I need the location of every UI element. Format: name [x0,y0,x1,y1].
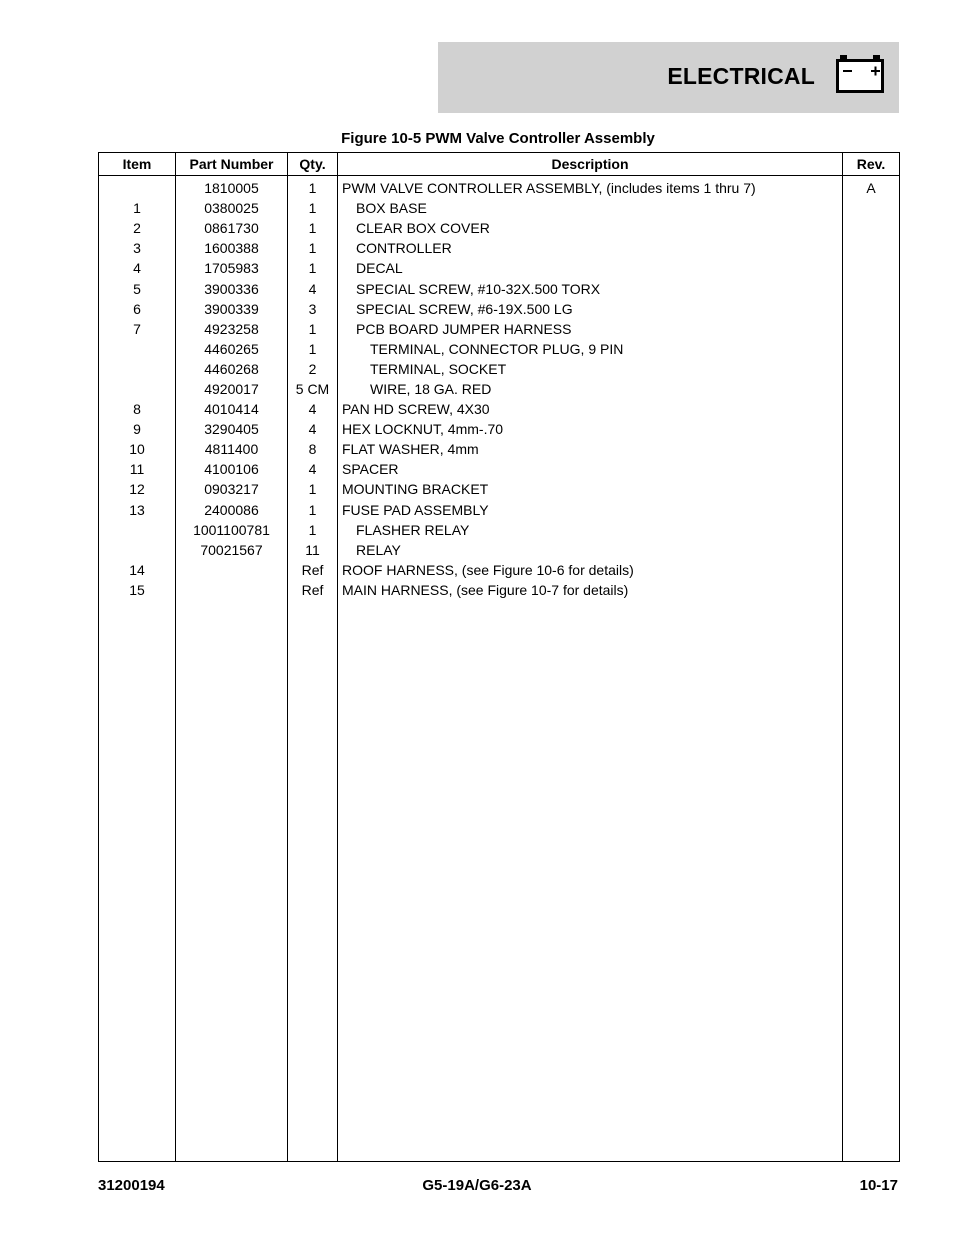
description-text: FLAT WASHER, 4mm [342,441,479,458]
qty-cell: 4 [288,399,338,419]
figure-title: Figure 10-5 PWM Valve Controller Assembly [341,130,655,147]
part-number-cell: 3900339 [176,299,288,319]
qty-cell: 1 [288,258,338,278]
part-number-cell: 4460265 [176,339,288,359]
description-cell [338,560,843,580]
item-cell [99,520,176,540]
part-number-cell: 4460268 [176,359,288,379]
rev-cell [843,540,900,560]
qty-cell: 4 [288,419,338,439]
table-row [99,278,900,298]
table-row [99,218,900,238]
qty-cell: 1 [288,339,338,359]
footer-doc-number: 31200194 [98,1177,165,1194]
rev-cell [843,238,900,258]
table-body [99,176,900,1162]
qty-cell: 1 [288,218,338,238]
table-row [99,258,900,278]
part-number-cell: 1810005 [176,176,288,199]
rev-cell: A [843,176,900,199]
description-cell [338,540,843,560]
description-cell [338,238,843,258]
table-row [99,379,900,399]
part-number-cell: 4923258 [176,319,288,339]
qty-cell: 1 [288,238,338,258]
part-number-cell: 1705983 [176,258,288,278]
rev-cell [843,278,900,298]
item-cell [99,176,176,199]
rev-cell [843,560,900,580]
table-row [99,359,900,379]
description-text: TERMINAL, SOCKET [370,360,507,377]
qty-cell: Ref [288,560,338,580]
description-text: PWM VALVE CONTROLLER ASSEMBLY, (includes items 1 thru 7) [342,180,756,197]
qty-cell: 11 [288,540,338,560]
part-number-cell: 0380025 [176,198,288,218]
table-row [99,580,900,600]
qty-cell: 1 [288,520,338,540]
rev-cell [843,419,900,439]
rev-cell [843,500,900,520]
description-text: FLASHER RELAY [356,521,470,538]
item-cell: 14 [99,560,176,580]
item-cell: 15 [99,580,176,600]
item-cell: 4 [99,258,176,278]
item-cell: 7 [99,319,176,339]
empty-cell [288,600,338,1162]
rev-cell [843,339,900,359]
part-number-cell: 1001100781 [176,520,288,540]
table-row [99,339,900,359]
qty-cell: 1 [288,479,338,499]
column-header-rev: Rev. [843,153,900,176]
description-cell [338,439,843,459]
description-cell [338,379,843,399]
description-text: PAN HD SCREW, 4X30 [342,401,490,418]
description-cell [338,339,843,359]
rev-cell [843,218,900,238]
rev-cell [843,319,900,339]
column-header-part-number: Part Number [176,153,288,176]
description-cell [338,278,843,298]
part-number-cell: 4100106 [176,459,288,479]
description-cell [338,500,843,520]
table-row [99,319,900,339]
section-title: ELECTRICAL [667,63,815,89]
empty-cell [176,600,288,1162]
section-header [438,42,899,113]
description-text: TERMINAL, CONNECTOR PLUG, 9 PIN [370,340,624,357]
description-text: FUSE PAD ASSEMBLY [342,501,489,518]
rev-cell [843,399,900,419]
description-cell [338,299,843,319]
table-row [99,238,900,258]
table-row [99,399,900,419]
description-cell [338,520,843,540]
table-row [99,540,900,560]
description-cell [338,319,843,339]
rev-cell [843,379,900,399]
qty-cell: 1 [288,319,338,339]
qty-cell: 3 [288,299,338,319]
table-row [99,459,900,479]
rev-cell [843,520,900,540]
description-cell [338,459,843,479]
item-cell: 2 [99,218,176,238]
rev-cell [843,359,900,379]
qty-cell: Ref [288,580,338,600]
part-number-cell: 4811400 [176,439,288,459]
footer-model: G5-19A/G6-23A [422,1177,532,1194]
description-text: MAIN HARNESS, (see Figure 10-7 for details) [342,581,629,598]
part-number-cell: 1600388 [176,238,288,258]
qty-cell: 1 [288,198,338,218]
table-row [99,419,900,439]
item-cell: 1 [99,198,176,218]
qty-cell: 8 [288,439,338,459]
item-cell: 5 [99,278,176,298]
footer-page-number: 10-17 [859,1177,898,1194]
description-cell [338,399,843,419]
item-cell [99,359,176,379]
rev-cell [843,479,900,499]
rev-cell [843,580,900,600]
item-cell: 8 [99,399,176,419]
rev-cell [843,439,900,459]
table-header-row [99,153,900,176]
part-number-cell: 3900336 [176,278,288,298]
item-cell: 12 [99,479,176,499]
description-text: BOX BASE [356,200,427,217]
rev-cell [843,198,900,218]
description-cell [338,176,843,199]
rev-cell [843,459,900,479]
description-cell [338,359,843,379]
description-text: DECAL [356,260,403,277]
part-number-cell: 0861730 [176,218,288,238]
qty-cell: 1 [288,500,338,520]
table-row [99,500,900,520]
empty-cell [99,600,176,1162]
table-row [99,479,900,499]
table-row [99,198,900,218]
item-cell: 6 [99,299,176,319]
description-text: WIRE, 18 GA. RED [370,380,492,397]
description-text: SPACER [342,461,399,478]
table-row [99,560,900,580]
item-cell: 13 [99,500,176,520]
item-cell: 11 [99,459,176,479]
item-cell: 9 [99,419,176,439]
part-number-cell: 0903217 [176,479,288,499]
part-number-cell: 2400086 [176,500,288,520]
qty-cell: 5 CM [288,379,338,399]
description-text: SPECIAL SCREW, #10-32X.500 TORX [356,280,601,297]
item-cell: 10 [99,439,176,459]
description-text: CONTROLLER [356,240,452,257]
qty-cell: 2 [288,359,338,379]
item-cell [99,339,176,359]
description-cell [338,580,843,600]
part-number-cell: 70021567 [176,540,288,560]
description-text: PCB BOARD JUMPER HARNESS [356,320,572,337]
empty-cell [338,600,843,1162]
item-cell: 3 [99,238,176,258]
description-text: ROOF HARNESS, (see Figure 10-6 for details) [342,561,634,578]
empty-filler-row [99,600,900,1162]
column-header-qty: Qty. [288,153,338,176]
table-row [99,439,900,459]
description-cell [338,479,843,499]
qty-cell: 1 [288,176,338,199]
description-cell [338,258,843,278]
part-number-cell: 4010414 [176,399,288,419]
rev-cell [843,299,900,319]
battery-icon [836,54,884,93]
description-text: MOUNTING BRACKET [342,481,489,498]
item-cell [99,379,176,399]
table-row [99,176,900,199]
qty-cell: 4 [288,278,338,298]
part-number-cell: 4920017 [176,379,288,399]
part-number-cell: 3290405 [176,419,288,439]
description-text: CLEAR BOX COVER [356,220,490,237]
description-text: SPECIAL SCREW, #6-19X.500 LG [356,300,573,317]
qty-cell: 4 [288,459,338,479]
rev-cell [843,258,900,278]
table-row [99,520,900,540]
empty-cell [843,600,900,1162]
part-number-cell [176,580,288,600]
part-number-cell [176,560,288,580]
table-row [99,299,900,319]
column-header-item: Item [99,153,176,176]
parts-list-table [98,152,900,1162]
item-cell [99,540,176,560]
description-text: HEX LOCKNUT, 4mm-.70 [342,421,504,438]
description-text: RELAY [356,541,401,558]
description-cell [338,198,843,218]
description-cell [338,218,843,238]
column-header-description: Description [338,153,843,176]
description-cell [338,419,843,439]
